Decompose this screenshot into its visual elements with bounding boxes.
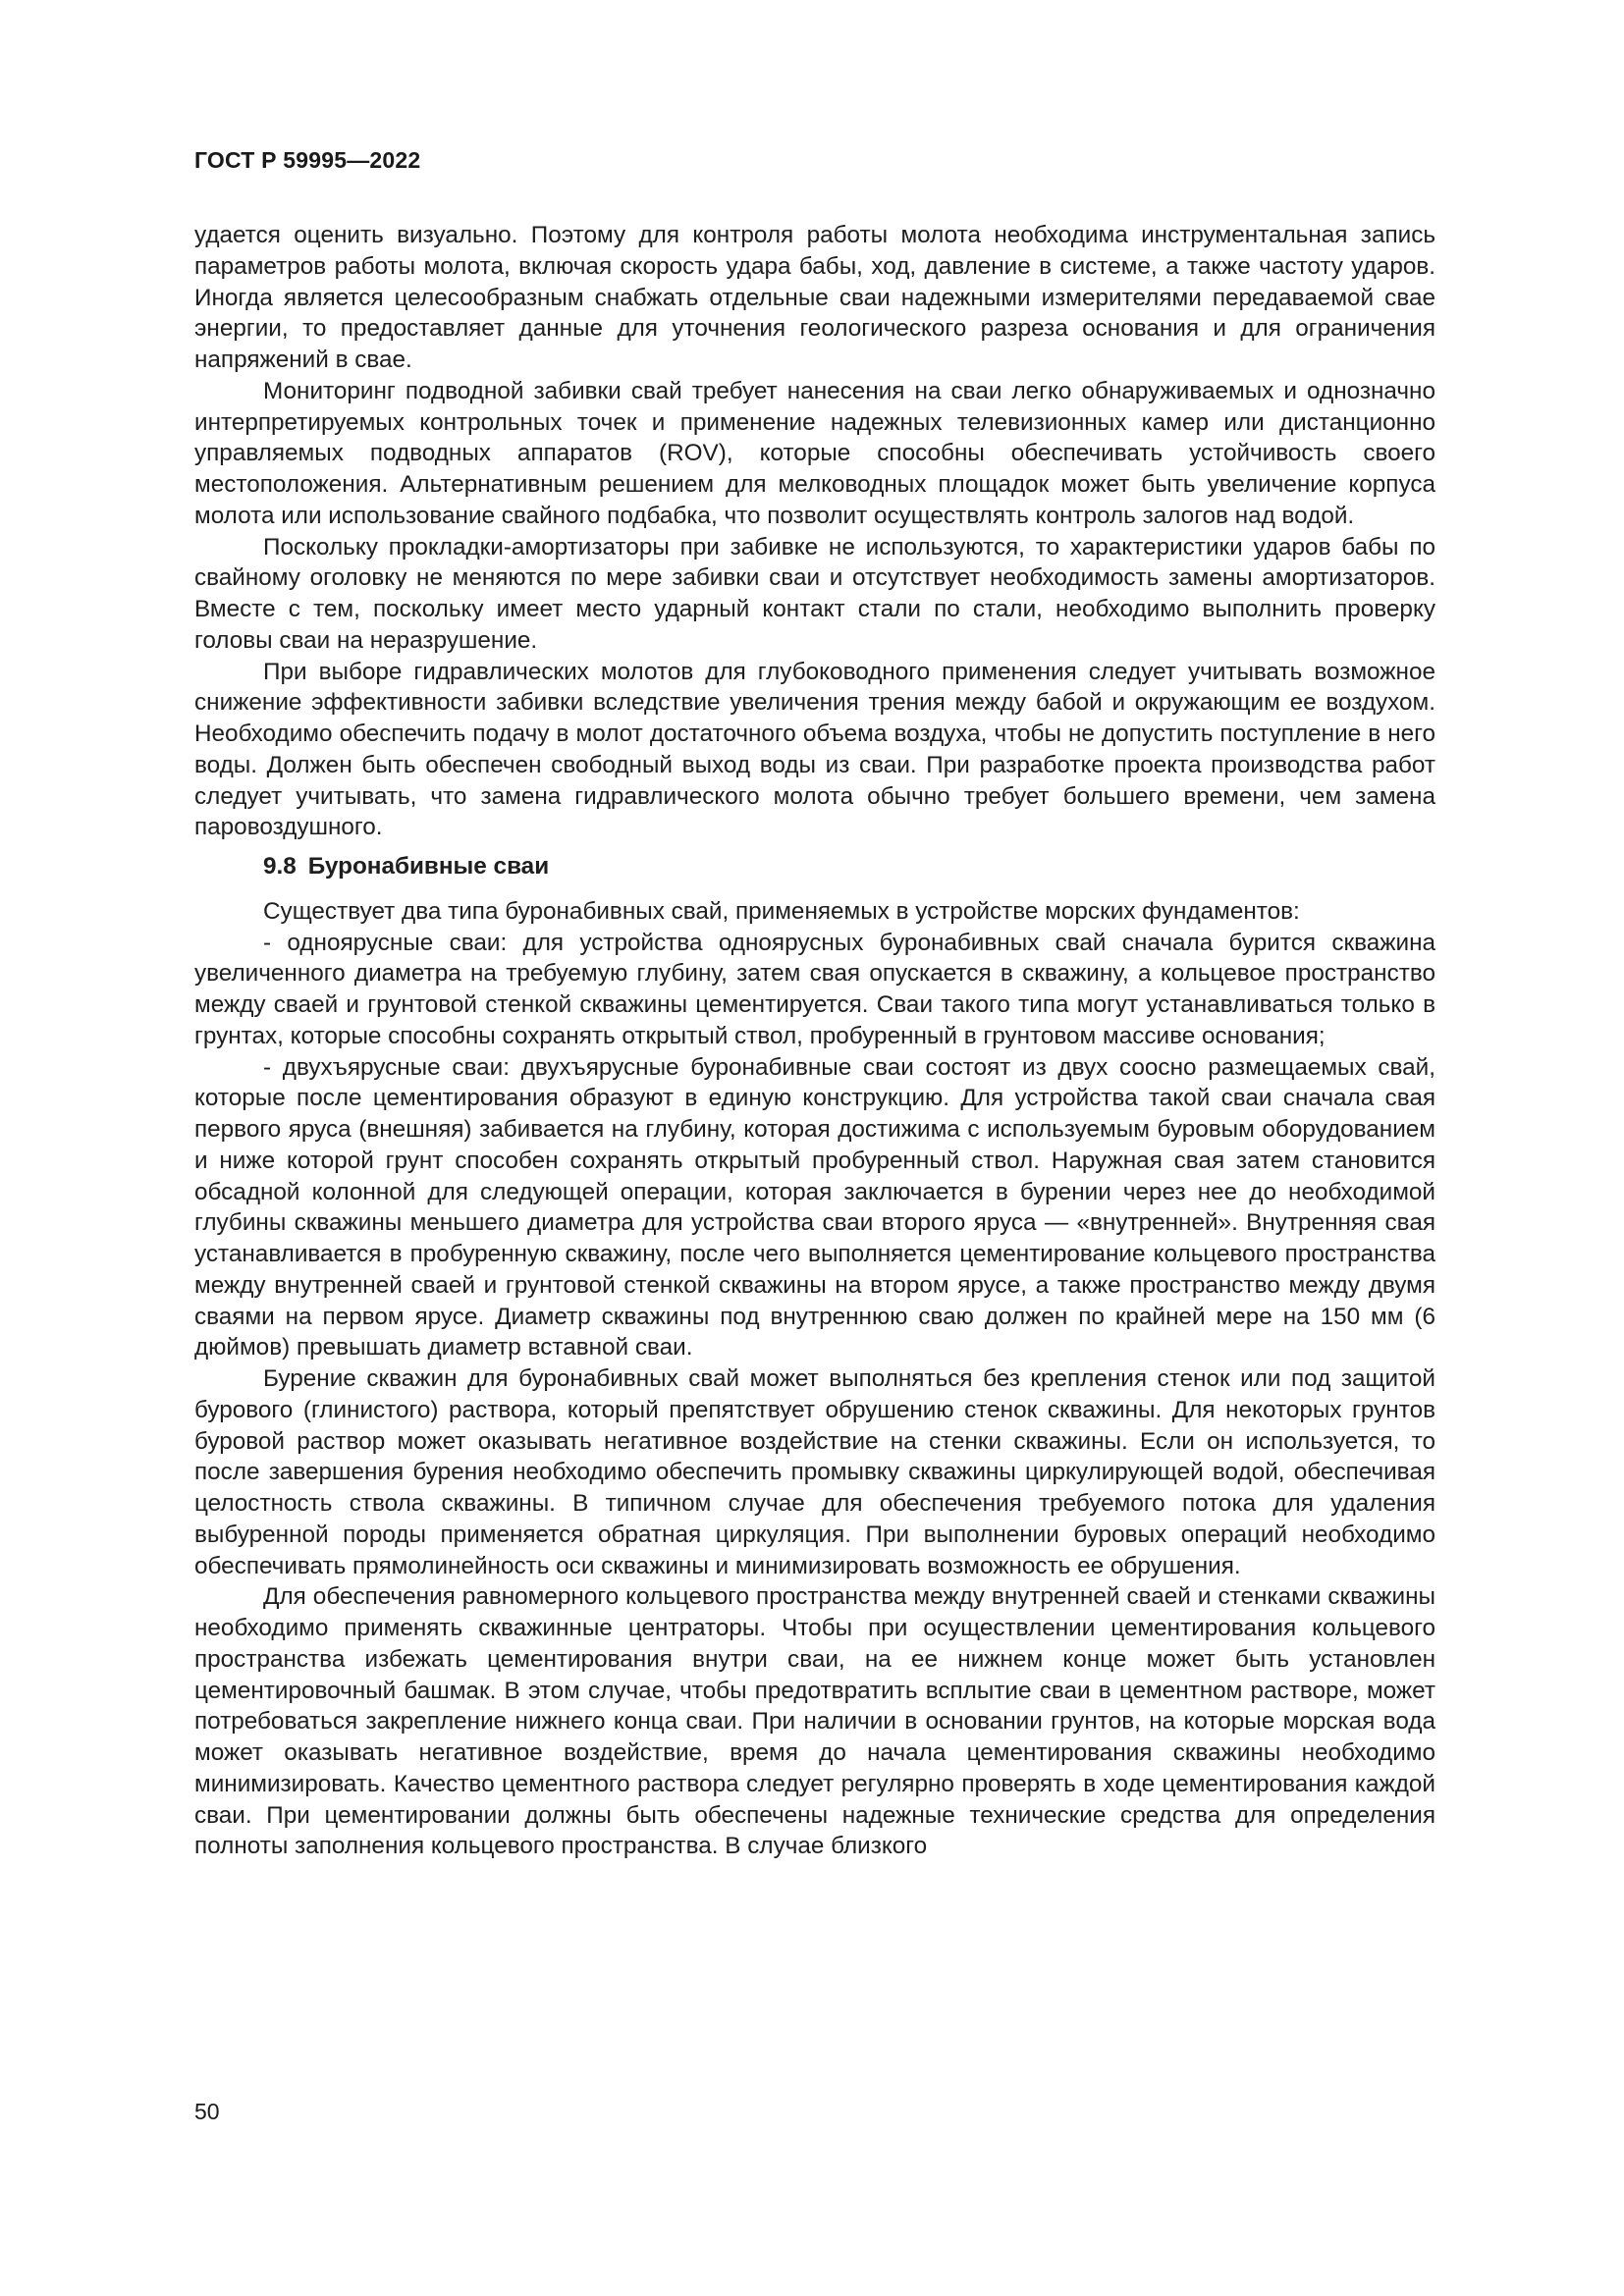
paragraph-continuation: удается оценить визуально. Поэтому для контроля работы молота необходима инструментальная запись параметров работы молота, включая скорость удара бабы, ход, давление в системе, а также частоту ударов. Иногда является целесообразным снабжать отдельные сваи надежными измерителями передаваемой свае энергии, то предоставляет данные для уточнения геологического разреза основания и для ограничения напряжений в свае. <box>194 222 1435 373</box>
paragraph-underwater-monitoring: Мониторинг подводной забивки свай требует нанесения на сваи легко обнаруживаемых и однозначно интерпретируемых контрольных точек и применение надежных телевизионных камер или дистанционно управляемых подводных аппаратов (ROV), которые способны обеспечивать устойчивость своего местоположения. Альтернативным решением для мелководных площадок может быть увеличение корпуса молота или использование свайного подбабка, что позволит осуществлять контроль залогов над водой. <box>194 377 1435 529</box>
paragraph-hydraulic-hammers: При выборе гидравлических молотов для глубоководного применения следует учитывать возможное снижение эффективности забивки вследствие увеличения трения между бабой и окружающим ее воздухом. Необходимо обеспечить подачу в молот достаточного объема воздуха, чтобы не допустить поступление в него воды. Должен быть обеспечен свободный выход воды из сваи. При разработке проекта производства работ следует учитывать, что замена гидравлического молота обычно требует большего времени, чем замена паровоздушного. <box>194 658 1435 841</box>
list-item-single-tier-piles: - одноярусные сваи: для устройства одноярусных буронабивных свай сначала бурится скважина увеличенного диаметра на требуемую глубину, затем свая опускается в скважину, а кольцевое пространство между сваей и грунтовой стенкой скважины цементируется. Сваи такого типа могут устанавливаться только в грунтах, которые способны сохранять открытый ствол, пробуренный в грунтовом массиве основания; <box>194 929 1435 1049</box>
document-body <box>194 220 1435 1862</box>
paragraph-shock-absorbers: Поскольку прокладки-амортизаторы при забивке не используются, то характеристики ударов бабы по свайному оголовку не меняются по мере забивки сваи и отсутствует необходимость замены амортизаторов. Вместе с тем, поскольку имеет место ударный контакт стали по стали, необходимо выполнить проверку головы сваи на неразрушение. <box>194 533 1435 654</box>
section-title: Буронабивные сваи <box>307 853 550 880</box>
paragraph-pile-types-intro: Существует два типа буронабивных свай, применяемых в устройстве морских фундаментов: <box>263 897 1300 925</box>
section-heading <box>194 851 1435 882</box>
section-number: 9.8 <box>263 853 297 880</box>
paragraph-drilling: Бурение скважин для буронабивных свай может выполняться без крепления стенок или под защитой бурового (глинистого) раствора, который препятствует обрушению стенок скважины. Для некоторых грунтов буровой раствор может оказывать негативное воздействие на стенки скважины. Если он используется, то после завершения бурения необходимо обеспечить промывку скважины циркулирующей водой, обеспечивая целостность ствола скважины. В типичном случае для обеспечения требуемого потока для удаления выбуренной породы применяется обратная циркуляция. При выполнении буровых операций необходимо обеспечивать прямолинейность оси скважины и минимизировать возможность ее обрушения. <box>194 1365 1435 1579</box>
list-item-two-tier-piles: - двухъярусные сваи: двухъярусные буронабивные сваи состоят из двух соосно размещаемых свай, которые после цементирования образуют в единую конструкцию. Для устройства такой сваи сначала свая первого яруса (внешняя) забивается на глубину, которая достижима с используемым буровым оборудованием и ниже которой грунт способен сохранять открытый пробуренный ствол. Наружная свая затем становится обсадной колонной для следующей операции, которая заключается в бурении через нее до необходимой глубины скважины меньшего диаметра для устройства сваи второго яруса — «внутренней». Внутренняя свая устанавливается в пробуренную скважину, после чего выполняется цементирование кольцевого пространства между внутренней сваей и грунтовой стенкой скважины на втором ярусе, а также пространство между двумя сваями на первом ярусе. Диаметр скважины под внутреннюю сваю должен по крайней мере на 150 мм (6 дюймов) превышать диаметр вставной сваи. <box>194 1053 1435 1362</box>
page-number: 50 <box>194 2099 220 2124</box>
document-header: ГОСТ Р 59995—2022 <box>194 147 421 173</box>
paragraph-centralizers: Для обеспечения равномерного кольцевого пространства между внутренней сваей и стенками скважины необходимо применять скважинные центраторы. Чтобы при осуществлении цементирования кольцевого пространства избежать цементирования внутри сваи, на ее нижнем конце может быть установлен цементировочный башмак. В этом случае, чтобы предотвратить всплытие сваи в цементном растворе, может потребоваться закрепление нижнего конца сваи. При наличии в основании грунтов, на которые морская вода может оказывать негативное воздействие, время до начала цементирования скважины необходимо минимизировать. Качество цементного раствора следует регулярно проверять в ходе цементирования каждой сваи. При цементировании должны быть обеспечены надежные технические средства для определения полноты заполнения кольцевого пространства. В случае близкого <box>194 1583 1435 1860</box>
